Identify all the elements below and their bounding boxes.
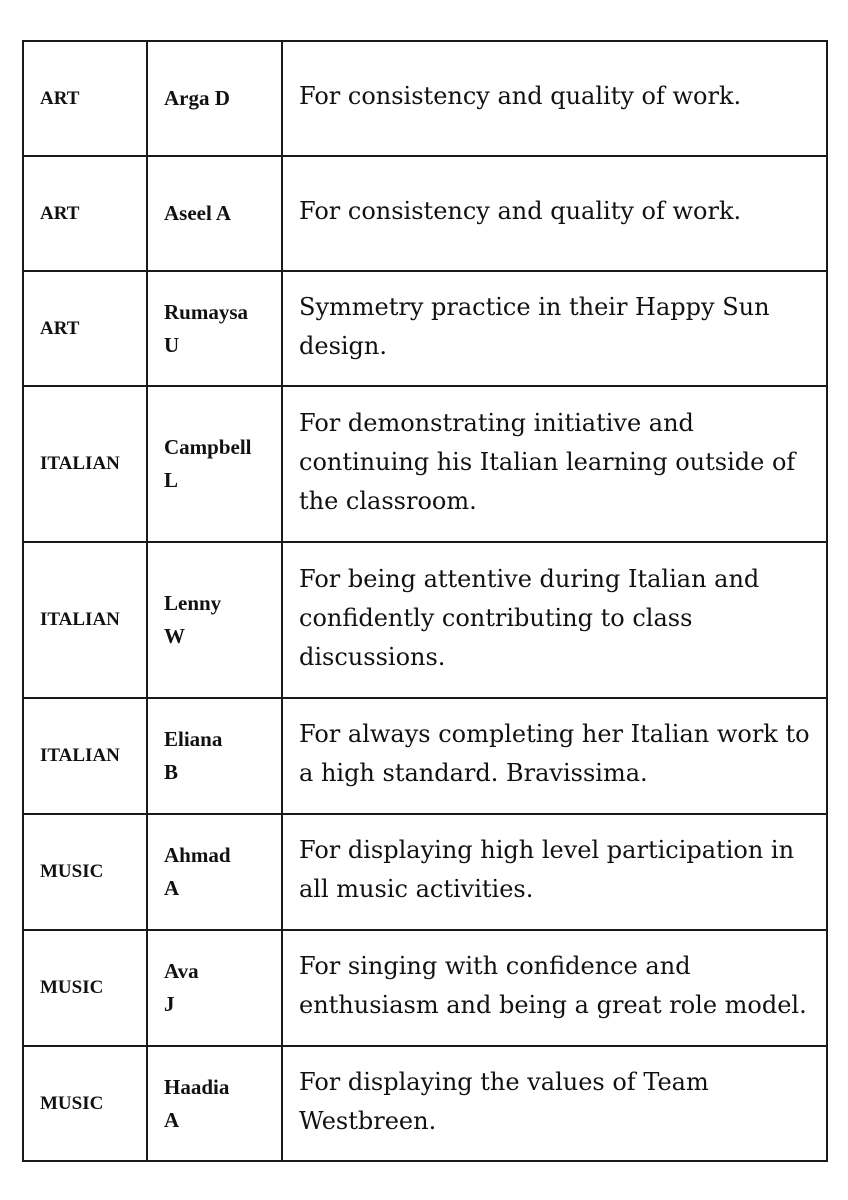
student-name: Aseel A xyxy=(164,201,232,225)
student-last-initial: J xyxy=(164,992,175,1016)
subject-cell: MUSIC xyxy=(23,814,147,930)
reason-cell: Symmetry practice in their Happy Sun design. xyxy=(282,271,827,386)
reason-cell: For consistency and quality of work. xyxy=(282,41,827,156)
subject-cell: ART xyxy=(23,156,147,271)
reason-cell: For singing with confidence and enthusiasm and being a great role model. xyxy=(282,930,827,1046)
subject-cell: ITALIAN xyxy=(23,698,147,814)
reason-cell: For demonstrating initiative and continuing his Italian learning outside of the classroom. xyxy=(282,386,827,542)
student-name: Arga D xyxy=(164,86,230,110)
student-first-name: Eliana xyxy=(164,727,223,751)
award-row xyxy=(23,542,827,698)
reason-cell: For displaying high level participation in all music activities. xyxy=(282,814,827,930)
student-name-cell xyxy=(147,1046,282,1161)
subject-cell: ART xyxy=(23,41,147,156)
student-name-cell xyxy=(147,930,282,1046)
student-last-initial: A xyxy=(164,876,180,900)
student-last-initial: B xyxy=(164,760,179,784)
student-first-name: Haadia xyxy=(164,1074,230,1099)
award-row xyxy=(23,271,827,386)
award-row xyxy=(23,1046,827,1161)
reason-cell: For displaying the values of Team Westbreen. xyxy=(282,1046,827,1161)
student-first-name: Ahmad xyxy=(164,843,231,867)
student-name-cell xyxy=(147,156,282,271)
student-name-cell xyxy=(147,698,282,814)
student-first-name: Lenny xyxy=(164,591,222,615)
student-first-name: Campbell xyxy=(164,435,252,459)
student-name-cell xyxy=(147,814,282,930)
student-name-cell xyxy=(147,41,282,156)
student-first-name: Rumaysa xyxy=(164,299,249,324)
subject-cell: ITALIAN xyxy=(23,542,147,698)
student-last-initial: W xyxy=(164,624,185,648)
student-name-cell xyxy=(147,271,282,386)
student-last-initial: A xyxy=(164,1107,180,1132)
subject-cell: ITALIAN xyxy=(23,386,147,542)
award-row xyxy=(23,814,827,930)
award-row xyxy=(23,930,827,1046)
student-name-cell xyxy=(147,542,282,698)
awards-table xyxy=(22,40,828,1162)
reason-cell: For being attentive during Italian and confidently contributing to class discussions. xyxy=(282,542,827,698)
student-last-initial: L xyxy=(164,468,179,492)
reason-cell: For always completing her Italian work to a high standard. Bravissima. xyxy=(282,698,827,814)
student-first-name: Ava xyxy=(164,959,199,983)
reason-cell: For consistency and quality of work. xyxy=(282,156,827,271)
student-name-cell xyxy=(147,386,282,542)
award-row xyxy=(23,41,827,156)
student-last-initial: U xyxy=(164,332,180,357)
award-row xyxy=(23,156,827,271)
award-row xyxy=(23,386,827,542)
subject-cell: MUSIC xyxy=(23,1046,147,1161)
award-row xyxy=(23,698,827,814)
subject-cell: ART xyxy=(23,271,147,386)
subject-cell: MUSIC xyxy=(23,930,147,1046)
